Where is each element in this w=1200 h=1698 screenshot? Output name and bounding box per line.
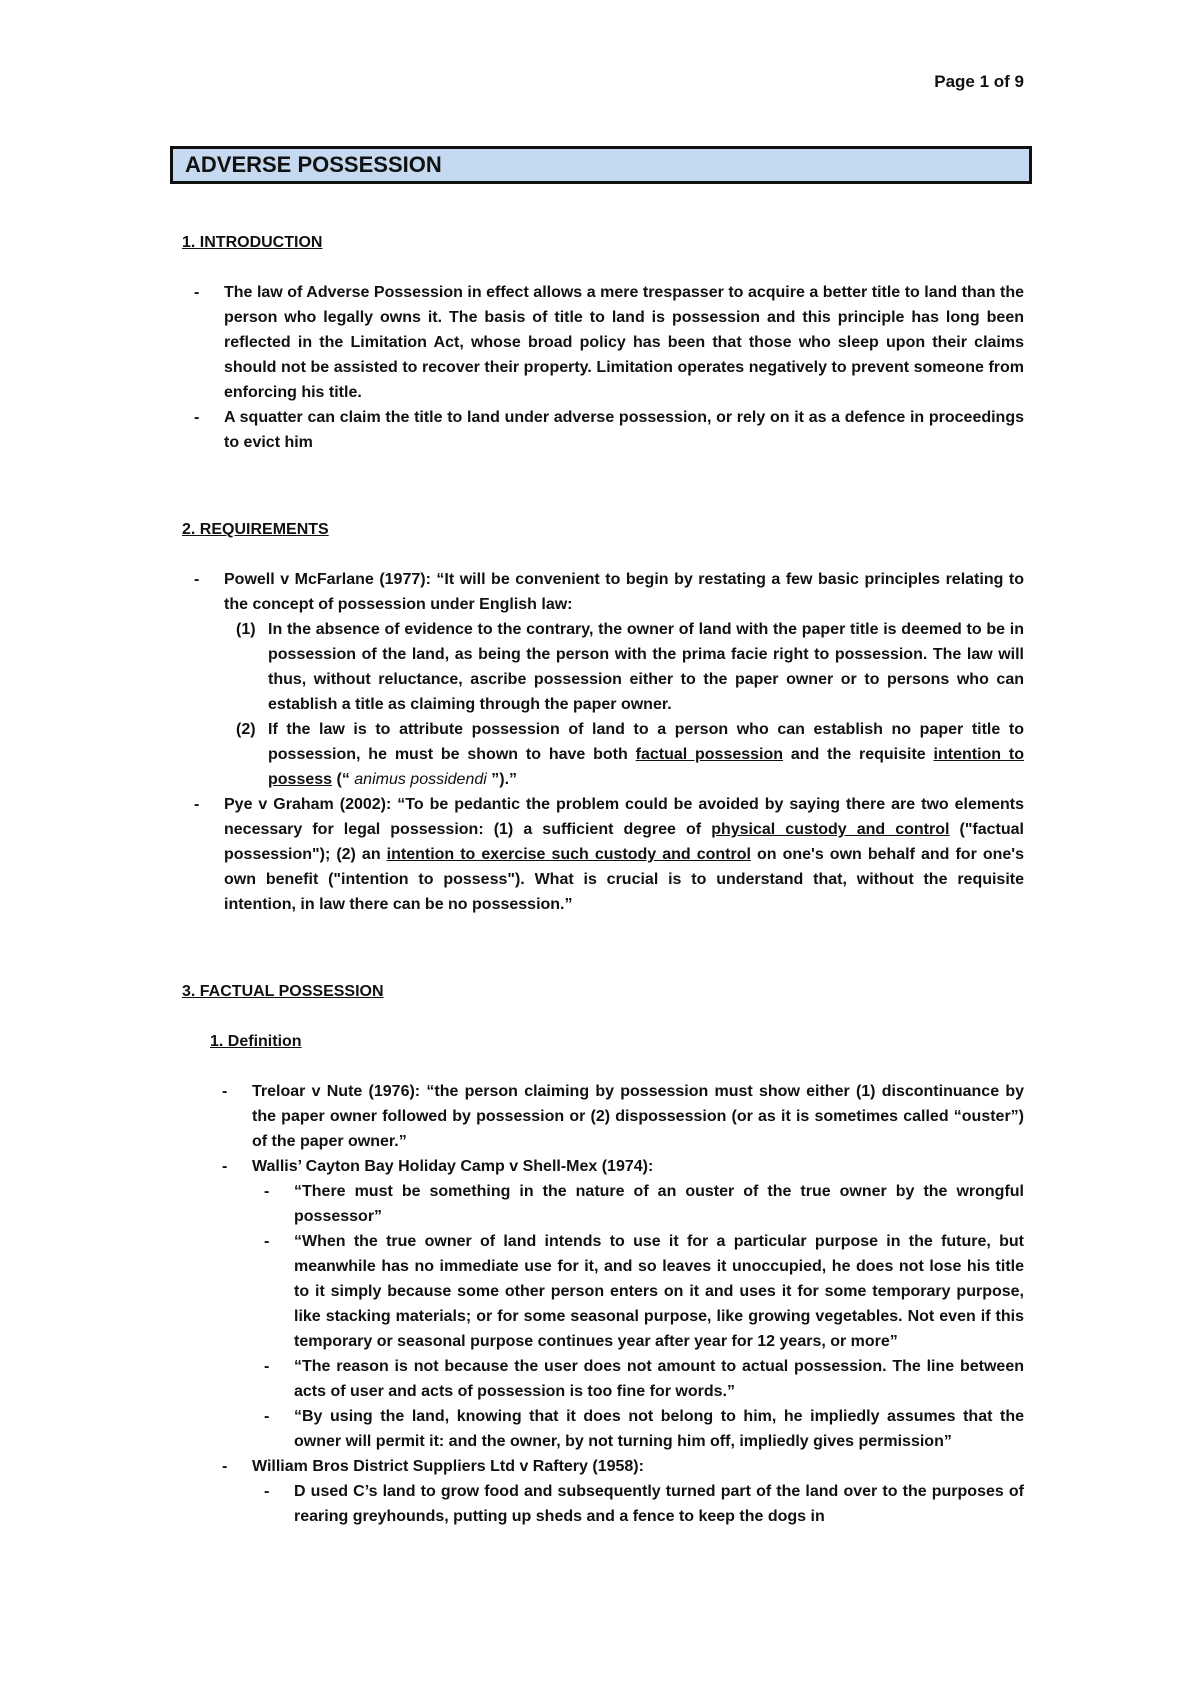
point-text: If the law is to attribute possession of land to a person who can establish no paper title to possession, he must be shown to have both bbox=[268, 721, 1024, 763]
underlined-term: intention to possess bbox=[268, 746, 1024, 788]
point-text: (“ bbox=[332, 771, 355, 788]
point-number: (1) bbox=[236, 621, 256, 638]
wallis-quotes bbox=[252, 1179, 1024, 1454]
document-body bbox=[182, 230, 1024, 1529]
underlined-term: factual possession bbox=[635, 746, 784, 763]
william-lead: William Bros District Suppliers Ltd v Raftery (1958): bbox=[252, 1458, 644, 1475]
section-heading-factual-possession: 3. FACTUAL POSSESSION bbox=[182, 983, 384, 1000]
definition-list bbox=[182, 1079, 1024, 1529]
introduction-list bbox=[182, 280, 1024, 455]
document-title-box bbox=[170, 146, 1032, 184]
quote-item: - “By using the land, knowing that it does not belong to him, he impliedly assumes that the owner will permit it: and the owner, by not turning him off, impliedly gives permission” bbox=[252, 1404, 1024, 1454]
document-title: ADVERSE POSSESSION bbox=[185, 152, 442, 177]
underlined-term: intention to exercise such custody and control bbox=[386, 846, 751, 863]
quote-item: - D used C’s land to grow food and subsequently turned part of the land over to the purposes of rearing greyhounds, putting up sheds and a fence to keep the dogs in bbox=[252, 1479, 1024, 1529]
pye-text: Pye v Graham (2002): “To be pedantic the problem could be avoided by saying there are two elements necessary for legal possession: (1) a sufficient degree of bbox=[224, 796, 1024, 838]
powell-points bbox=[224, 617, 1024, 792]
quote-item: - “When the true owner of land intends to use it for a particular purpose in the future, but meanwhile has no immediate use for it, and so leaves it unoccupied, he does not lose his title to it simply because some other person enters on it and uses it for some temporary purpose, like stacking materials; or for some seasonal purpose, like growing vegetables. Not even if this temporary or seasonal purpose continues year after year for 12 years, or more” bbox=[252, 1229, 1024, 1354]
subheading-definition: 1. Definition bbox=[210, 1033, 302, 1050]
wallis-lead: Wallis’ Cayton Bay Holiday Camp v Shell-Mex (1974): bbox=[252, 1158, 654, 1175]
underlined-term: physical custody and control bbox=[711, 821, 950, 838]
powell-point-2 bbox=[224, 717, 1024, 792]
list-item-powell bbox=[182, 567, 1024, 792]
section-heading-introduction: 1. INTRODUCTION bbox=[182, 234, 323, 251]
pye-text: on one's own behalf and for one's own benefit ("intention to possess"). What is crucial is to understand that, without the requisite intention, in law there can be no possession.” bbox=[224, 846, 1025, 913]
pye-text: ("factual possession"); (2) an bbox=[224, 821, 1025, 863]
point-text: In the absence of evidence to the contrary, the owner of land with the paper title is deemed to be in possession of the land, as being the person with the prima facie right to possession. The law will thus, without reluctance, ascribe possession either to the paper owner or to persons who can establish a title as claiming through the paper owner. bbox=[268, 621, 1024, 713]
page-number: Page 1 of 9 bbox=[934, 72, 1024, 91]
powell-point-1 bbox=[224, 617, 1024, 717]
list-item-pye bbox=[182, 792, 1024, 917]
list-item: - A squatter can claim the title to land under adverse possession, or rely on it as a defence in proceedings to evict him bbox=[182, 405, 1024, 455]
point-text: ”).” bbox=[486, 771, 518, 788]
requirements-list bbox=[182, 567, 1024, 917]
list-item: - The law of Adverse Possession in effect allows a mere trespasser to acquire a better title to land than the person who legally owns it. The basis of title to land is possession and this principle has long been reflected in the Limitation Act, whose broad policy has been that those who sleep upon their claims should not be assisted to recover their property. Limitation operates negatively to prevent someone from enforcing his title. bbox=[182, 280, 1024, 405]
list-item-wallis bbox=[182, 1154, 1024, 1454]
list-item-william bbox=[182, 1454, 1024, 1529]
point-number: (2) bbox=[236, 721, 256, 738]
latin-term: animus possidendi bbox=[354, 771, 487, 788]
list-item-treloar: - Treloar v Nute (1976): “the person claiming by possession must show either (1) discontinuance by the paper owner followed by possession or (2) dispossession (or as it is sometimes called “ouster”) of the paper owner.” bbox=[182, 1079, 1024, 1154]
quote-item: - “The reason is not because the user does not amount to actual possession. The line between acts of user and acts of possession is too fine for words.” bbox=[252, 1354, 1024, 1404]
quote-item: - “There must be something in the nature of an ouster of the true owner by the wrongful possessor” bbox=[252, 1179, 1024, 1229]
section-heading-requirements: 2. REQUIREMENTS bbox=[182, 521, 329, 538]
point-text: and the requisite bbox=[783, 746, 934, 763]
william-points bbox=[252, 1479, 1024, 1529]
powell-lead: Powell v McFarlane (1977): “It will be convenient to begin by restating a few basic principles relating to the concept of possession under English law: bbox=[224, 571, 1024, 613]
